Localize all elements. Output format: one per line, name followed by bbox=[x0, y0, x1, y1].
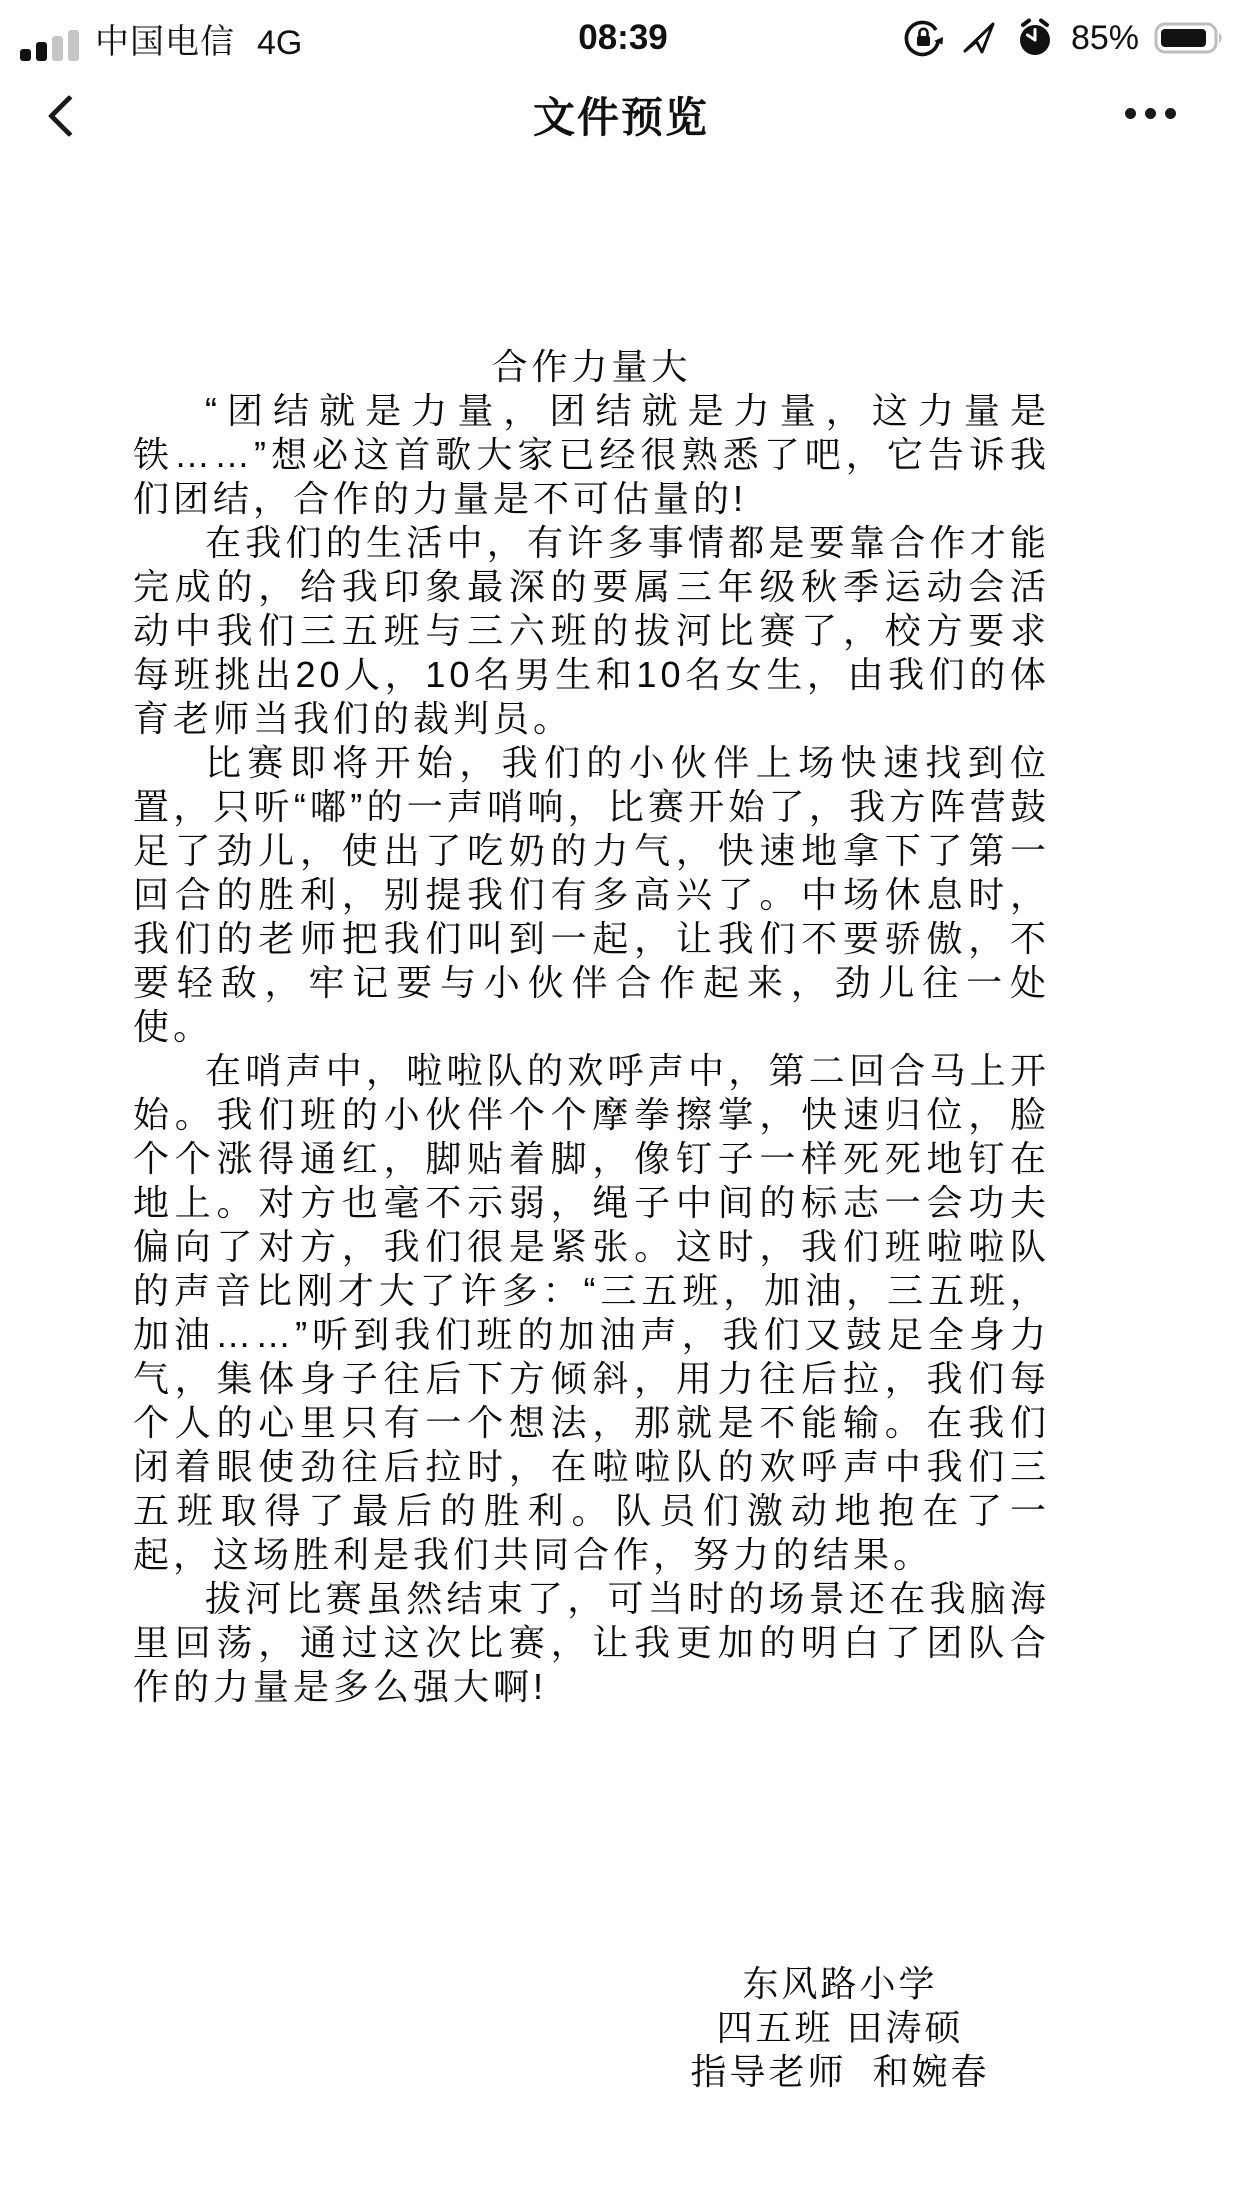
battery-percent-label: 85% bbox=[1070, 18, 1139, 57]
rotation-lock-icon bbox=[902, 17, 944, 59]
status-left bbox=[20, 14, 578, 63]
carrier-label: 中国电信 bbox=[95, 22, 235, 61]
page-title: 文件预览 bbox=[532, 93, 710, 141]
ellipsis-icon bbox=[1145, 108, 1156, 119]
essay-paragraph: 拔河比赛虽然结束了，可当时的场景还在我脑海里回荡，通过这次比赛，让我更加的明白了团队合作的力量是多么强大啊! bbox=[133, 1578, 1050, 1707]
signature-line-class-author: 四五班 田涛硕 bbox=[716, 2007, 964, 2048]
signature-line-school: 东风路小学 bbox=[742, 1963, 938, 2004]
battery-icon bbox=[1154, 20, 1226, 56]
document-preview-area[interactable] bbox=[133, 345, 1050, 1709]
back-button[interactable] bbox=[44, 94, 90, 140]
essay-paragraph: “团结就是力量，团结就是力量，这力量是铁……”想必这首歌大家已经很熟悉了吧，它告诉我们团结，合作的力量是不可估量的! bbox=[133, 390, 1050, 519]
ellipsis-icon bbox=[1125, 108, 1136, 119]
nav-bar bbox=[0, 62, 1242, 167]
signal-strength-icon bbox=[20, 31, 79, 63]
essay-title: 合作力量大 bbox=[491, 346, 692, 387]
clock-label: 08:39 bbox=[578, 18, 668, 57]
status-right bbox=[668, 17, 1226, 59]
essay-paragraph: 在我们的生活中，有许多事情都是要靠合作才能完成的，给我印象最深的要属三年级秋季运动会活动中我们三五班与三六班的拔河比赛了，校方要求每班挑出20人，10名男生和10名女生，由我们的体育老师当我们的裁判员。 bbox=[133, 522, 1050, 739]
status-bar bbox=[0, 0, 1242, 62]
signature-line-teacher: 指导老师 和婉春 bbox=[690, 2051, 990, 2092]
ellipsis-icon bbox=[1165, 108, 1176, 119]
chevron-left-icon bbox=[48, 95, 90, 137]
more-button[interactable] bbox=[1125, 90, 1176, 136]
essay-paragraph: 在哨声中，啦啦队的欢呼声中，第二回合马上开始。我们班的小伙伴个个摩拳擦掌，快速归位，脸个个涨得通红，脚贴着脚，像钉子一样死死地钉在地上。对方也毫不示弱，绳子中间的标志一会功夫偏向了对方，我们很是紧张。这时，我们班啦啦队的声音比刚才大了许多：“三五班，加油，三五班，加油……”听到我们班的加油声，我们又鼓足全身力气，集体身子往后下方倾斜，用力往后拉，我们每个人的心里只有一个想法，那就是不能输。在我们闭着眼使劲往后拉时，在啦啦队的欢呼声中我们三五班取得了最后的胜利。队员们激动地抱在了一起，这场胜利是我们共同合作，努力的结果。 bbox=[133, 1050, 1050, 1575]
essay-signature-block bbox=[585, 1962, 1095, 2094]
location-arrow-icon bbox=[959, 18, 999, 58]
network-type-label: 4G bbox=[257, 23, 303, 62]
essay-paragraph: 比赛即将开始，我们的小伙伴上场快速找到位置，只听“嘟”的一声哨响，比赛开始了，我方阵营鼓足了劲儿，使出了吃奶的力气，快速地拿下了第一回合的胜利，别提我们有多高兴了。中场休息时，我们的老师把我们叫到一起，让我们不要骄傲，不要轻敌，牢记要与小伙伴合作起来，劲儿往一处使。 bbox=[133, 742, 1050, 1047]
alarm-clock-icon bbox=[1014, 17, 1056, 59]
